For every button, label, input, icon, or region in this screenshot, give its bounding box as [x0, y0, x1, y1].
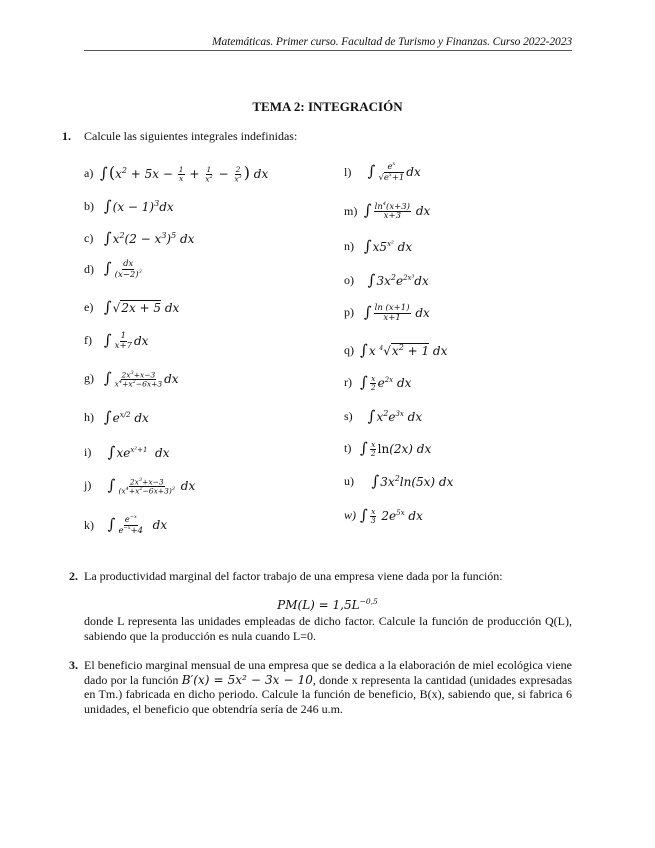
integral-s: s) $\int x^2e^{3x}$ dx [344, 407, 423, 425]
integral-e: e) ∫√2x + 5 dx [84, 298, 180, 316]
integral-q: q) ∫x $^4√x^2 + 1$ dx [344, 341, 448, 359]
integral-g: g) ∫ $\frac{2x^3+x-3}{x^4+x^2-6x+3}$ dx [84, 369, 179, 389]
productivity-formula: $PM(L) = 1,5L^{-0,5}$ [277, 597, 378, 612]
integral-b: b) $\int(x - 1)^3dx$ [84, 197, 174, 215]
integral-p: p) ∫ $\frac{\ln (x+1)}{x+1}$ dx [344, 303, 430, 323]
integral-l: l) ∫ $\frac{e^x}{√e^x+1}$ dx [344, 161, 421, 183]
page-title: TEMA 2: INTEGRACIÓN [252, 99, 403, 114]
integral-d: d) ∫ $\frac{dx}{(x-2)^3}$ [84, 258, 142, 280]
question-1 [62, 129, 297, 144]
integral-u: u) $\int 3x^2\ln(5x)$ dx [344, 472, 454, 490]
integral-f: f) ∫ $\frac{1}{x+7}$ dx [84, 331, 149, 351]
question-number: 1. [62, 129, 71, 143]
integral-i: i) $\int xe^{x^2+1}$ dx [84, 443, 170, 461]
integral-r: r) ∫ $\frac{x}{2}$ $e^{2x}$ dx [344, 373, 412, 392]
question-2-intro: La productividad marginal del factor trabajo de una empresa viene dada por la función: [84, 569, 503, 583]
question-2-number: 2. [69, 569, 78, 583]
integral-n: n) $\int x5^{x^2}$ dx [344, 237, 413, 255]
integral-h: h) $\int e^{x/2}$ dx [84, 408, 149, 426]
integral-k: k) ∫ $\frac{e^{-x}}{e^{-x}+4}$ dx [84, 514, 168, 536]
integral-o: o) $\int 3x^2e^{2x^3}dx$ [344, 271, 429, 289]
integral-a: a) $\int(x^2 + 5x$ − $\frac{1}{x}$ + $\frac{1}{x^2}$ − $\frac{2}{x^3}$ ) dx [84, 163, 269, 184]
integral-c: c) $\int x^2(2 - x^3)^5$ dx [84, 229, 195, 247]
question-3-text: El beneficio marginal mensual de una empresa que se dedica a la elaboración de miel ecológica viene dado por la función B′(x) = 5x² − 3x − 10, donde x representa la cantidad (unidades expresadas en Tm.) fabricada en dicho periodo. Calcule la función de beneficio, B(x), sabiendo que, si fabrica 6 unidades, el beneficio que obtendría sería de 246 u.m. [84, 658, 573, 716]
integral-m: m) ∫ $\frac{\ln^4(x+3)}{x+3}$ dx [344, 200, 431, 222]
integral-w: w) ∫ $\frac{x}{3}$ $2e^{5x}$ dx [344, 506, 423, 525]
page-header: Matemáticas. Primer curso. Facultad de Turismo y Finanzas. Curso 2022-2023 [212, 36, 572, 48]
question-3-number: 3. [69, 658, 78, 672]
header-divider [84, 50, 572, 51]
question-text: Calcule las siguientes integrales indefinidas: [84, 129, 298, 143]
integral-j: j) ∫ $\frac{2x^3+x-3}{(x^4+x^2-6x+3)^3}$ dx [84, 476, 196, 496]
integral-t: t) ∫ $\frac{x}{2}$ ln(2x) dx [344, 439, 432, 458]
question-2-body: donde L representa las unidades empleadas de dicho factor. Calcule la función de producción Q(L), sabiendo que la producción es nula cuando L=0. [84, 614, 572, 643]
